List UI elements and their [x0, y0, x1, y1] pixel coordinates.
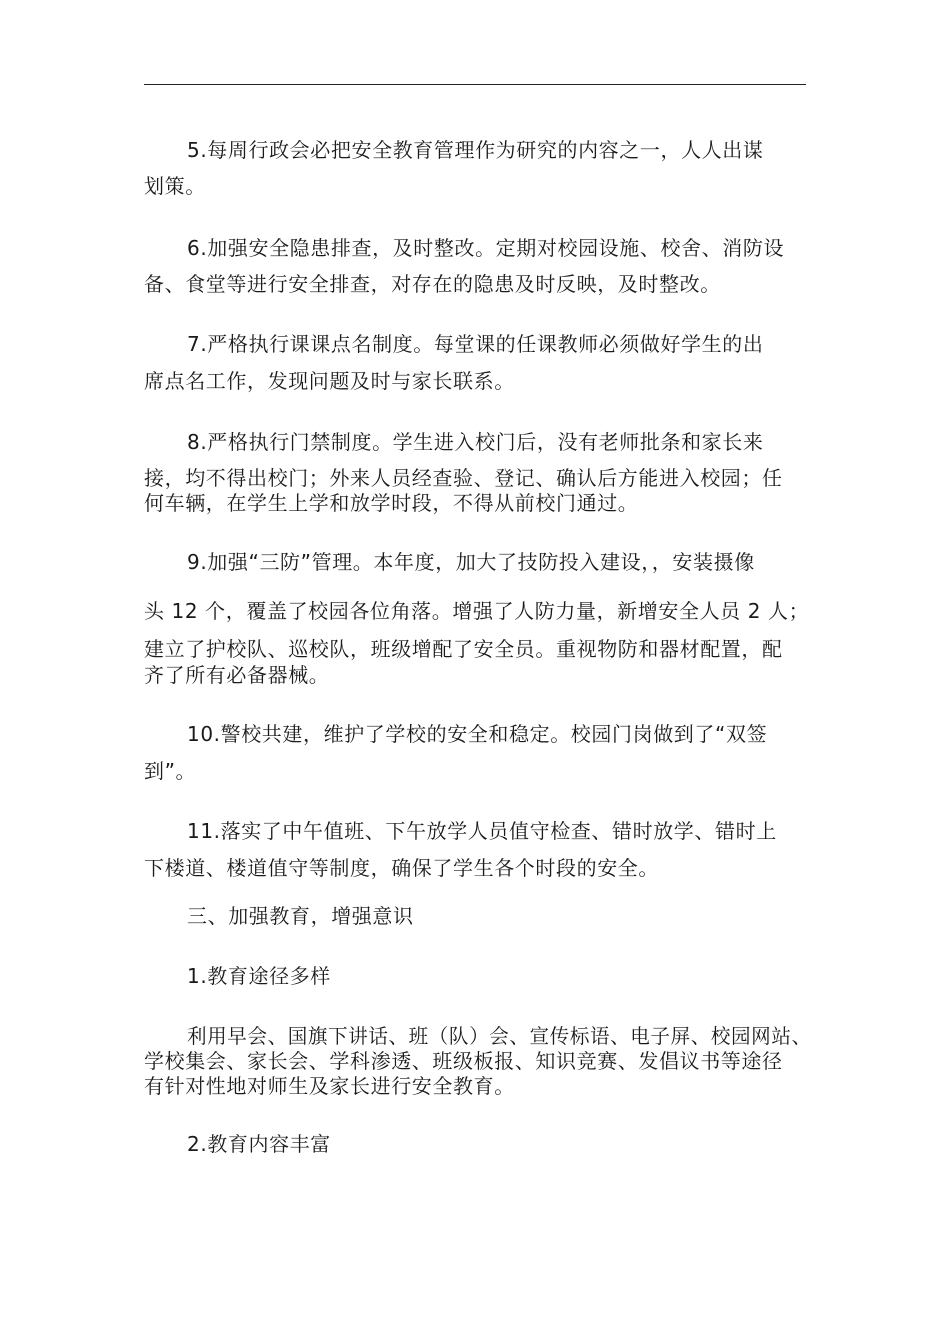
- paragraph-education-line-1: 利用早会、国旗下讲话、班（队）会、宣传标语、电子屏、校园网站、: [187, 1024, 812, 1048]
- paragraph-6-line-1: 6.加强安全隐患排查，及时整改。定期对校园设施、校舍、消防设: [187, 236, 785, 260]
- paragraph-9-line-4: 齐了所有必备器械。: [144, 663, 330, 687]
- paragraph-9-line-1: 9.加强“三防”管理。本年度，加大了技防投入建设，，安装摄像: [187, 550, 755, 574]
- paragraph-9-line-2: 头 12 个，覆盖了校园各位角落。增强了人防力量，新增安全人员 2 人；: [144, 599, 810, 623]
- paragraph-9-line-3: 建立了护校队、巡校队，班级增配了安全员。重视物防和器材配置，配: [144, 637, 783, 661]
- paragraph-8-line-3: 何车辆，在学生上学和放学时段，不得从前校门通过。: [144, 491, 639, 515]
- paragraph-5-line-2: 划策。: [144, 174, 206, 198]
- header-rule: [144, 84, 806, 85]
- paragraph-10-line-1: 10.警校共建，维护了学校的安全和稳定。校园门岗做到了“双签: [187, 722, 768, 746]
- paragraph-education-line-3: 有针对性地对师生及家长进行安全教育。: [144, 1074, 515, 1098]
- subheading-2: 2.教育内容丰富: [187, 1132, 331, 1156]
- paragraph-11-line-1: 11.落实了中午值班、下午放学人员值守检查、错时放学、错时上: [187, 819, 777, 843]
- paragraph-7-line-2: 席点名工作，发现问题及时与家长联系。: [144, 369, 515, 393]
- paragraph-7-line-1: 7.严格执行课课点名制度。每堂课的任课教师必须做好学生的出: [187, 332, 764, 356]
- paragraph-5-line-1: 5.每周行政会必把安全教育管理作为研究的内容之一，人人出谋: [187, 138, 764, 162]
- section-heading: 三、加强教育，增强意识: [187, 904, 414, 928]
- paragraph-8-line-1: 8.严格执行门禁制度。学生进入校门后，没有老师批条和家长来: [187, 430, 764, 454]
- paragraph-8-line-2: 接，均不得出校门；外来人员经查验、登记、确认后方能进入校园；任: [144, 466, 783, 490]
- subheading-1: 1.教育途径多样: [187, 964, 331, 988]
- paragraph-education-line-2: 学校集会、家长会、学科渗透、班级板报、知识竞赛、发倡议书等途径: [144, 1049, 783, 1073]
- paragraph-11-line-2: 下楼道、楼道值守等制度，确保了学生各个时段的安全。: [144, 856, 659, 880]
- paragraph-6-line-2: 备、食堂等进行安全排查，对存在的隐患及时反映，及时整改。: [144, 272, 721, 296]
- paragraph-10-line-2: 到”。: [144, 759, 197, 783]
